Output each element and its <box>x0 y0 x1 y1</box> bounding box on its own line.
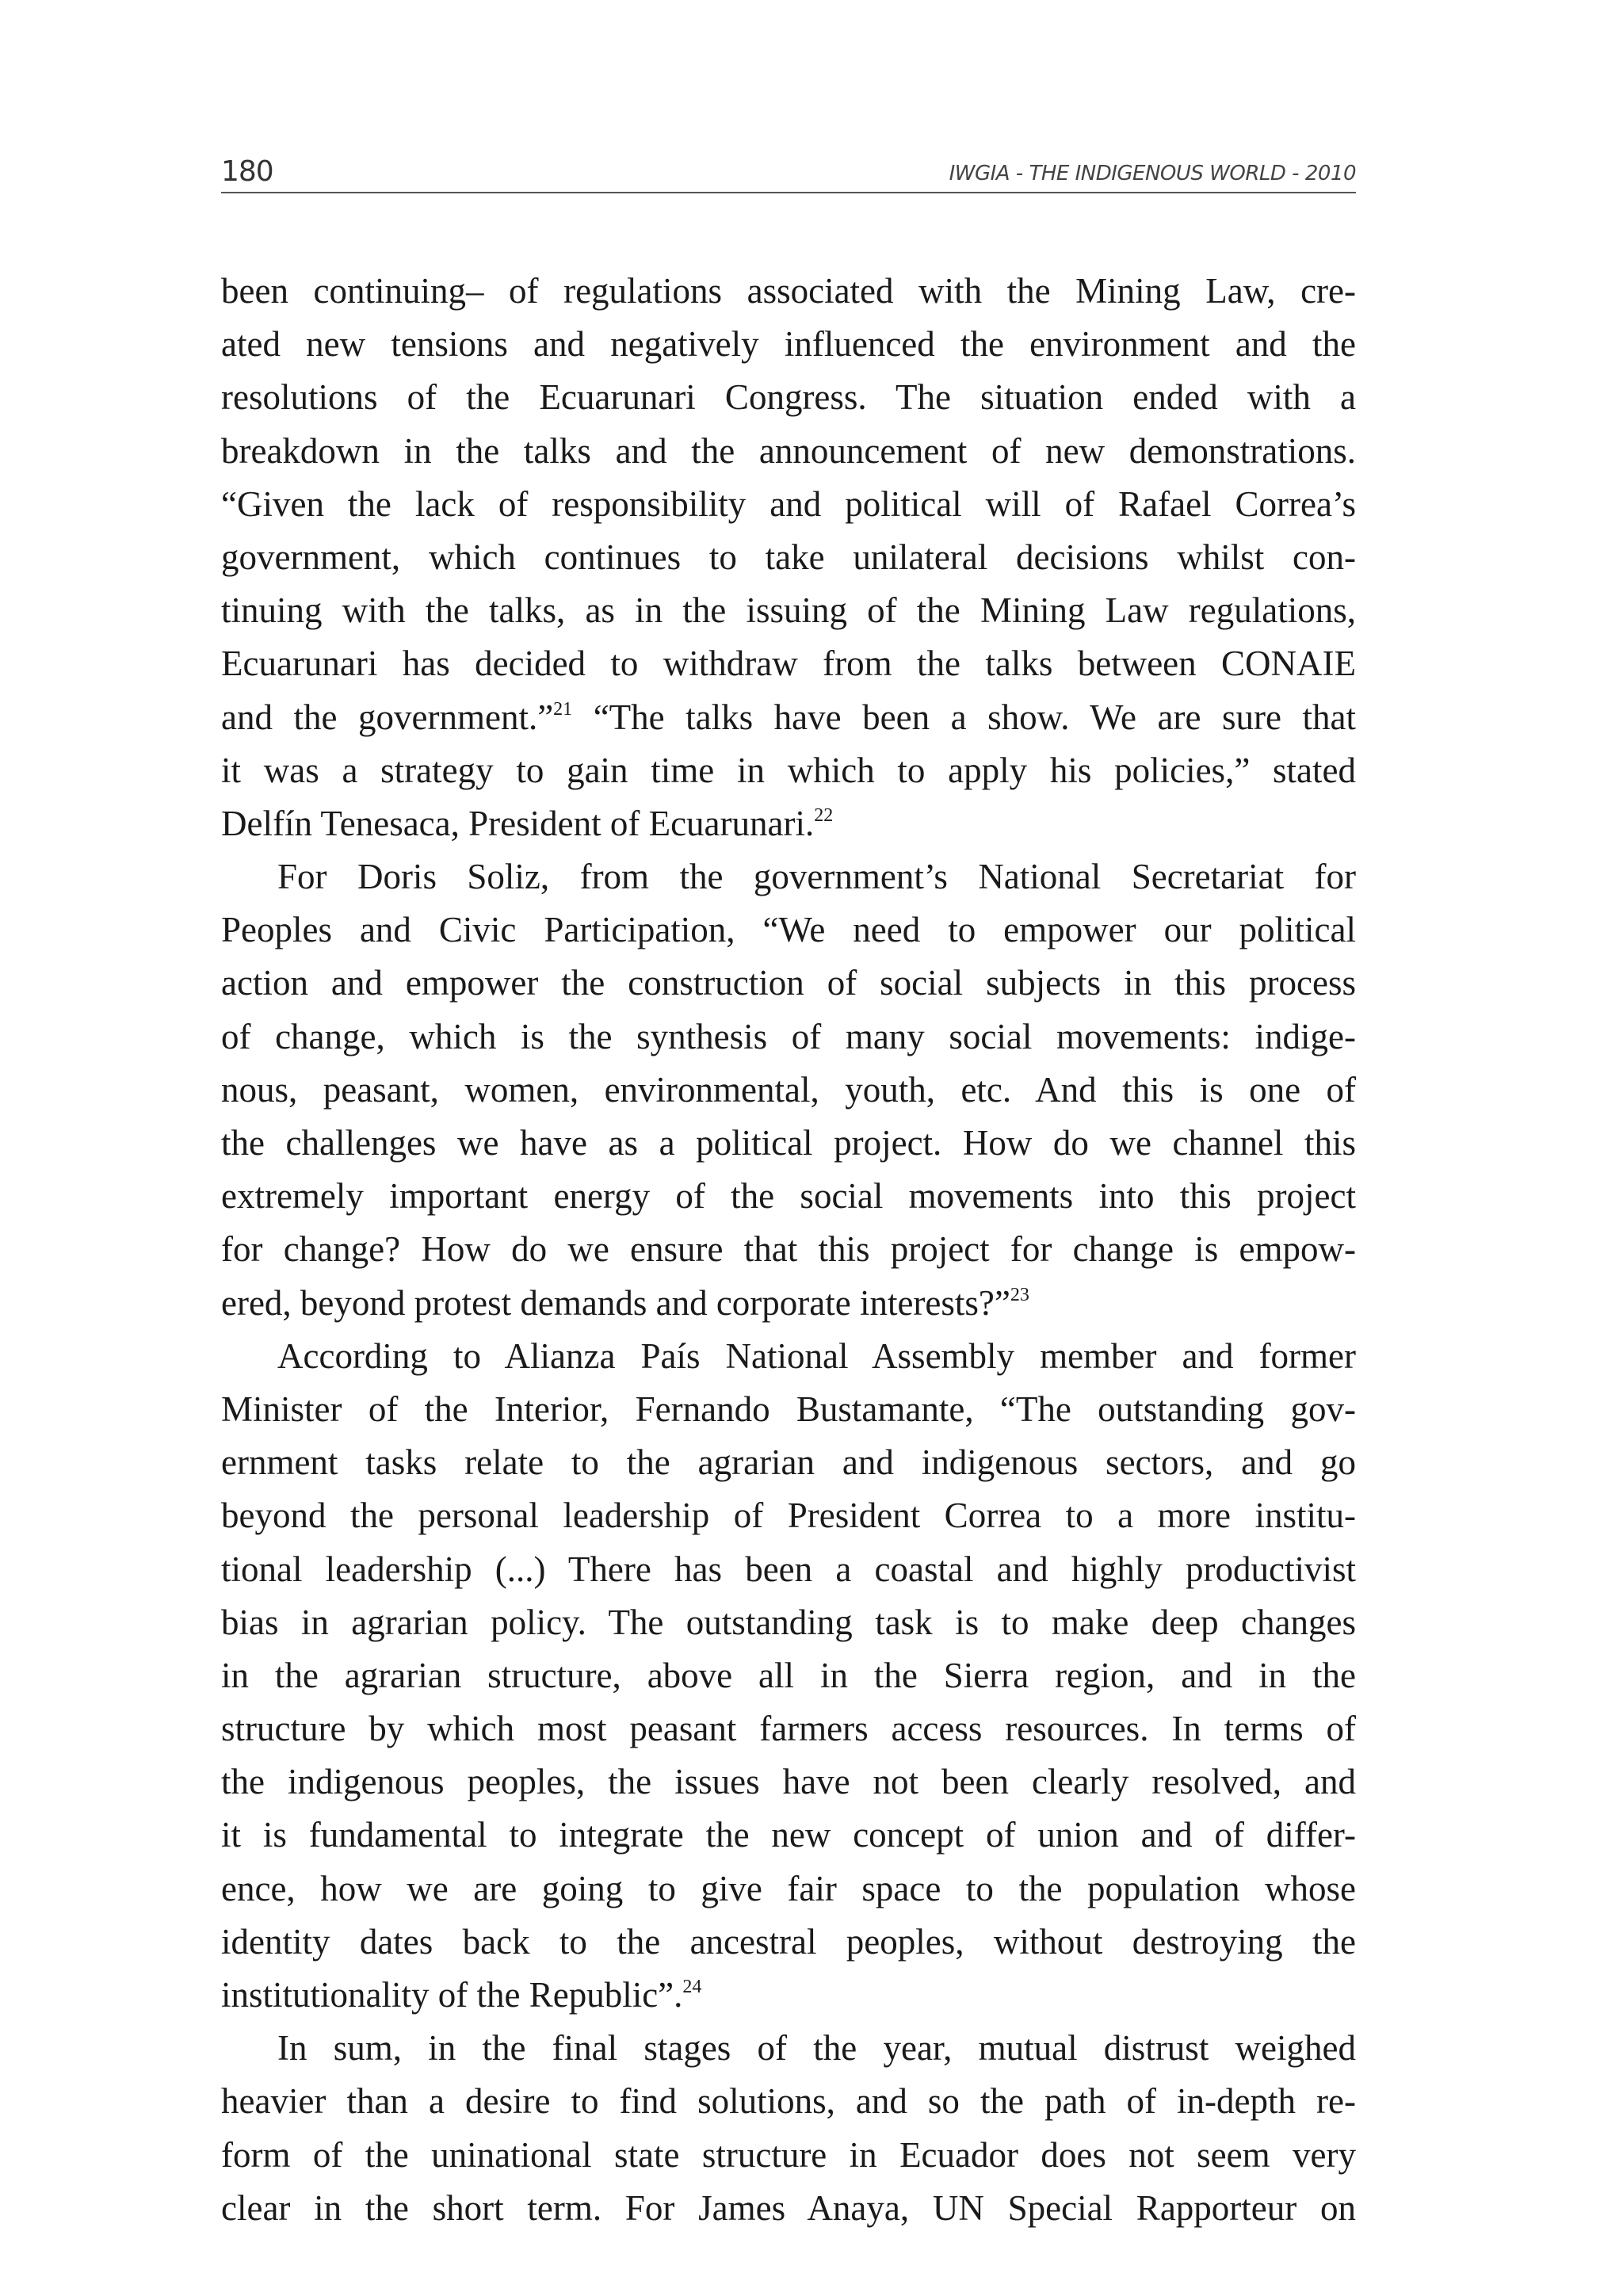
text-line <box>221 1223 1356 1276</box>
paragraph <box>221 1330 1356 2022</box>
text-line <box>221 1277 1356 1330</box>
text-line <box>221 797 1356 850</box>
paragraph <box>221 2022 1356 2235</box>
page-number: 180 <box>221 155 273 188</box>
line-text: ered, beyond protest demands and corporate interests?” <box>221 1282 1010 1323</box>
text-line <box>221 1649 1356 1702</box>
line-text: ated new tensions and negatively influenced the environment and the <box>221 324 1356 365</box>
text-line <box>221 957 1356 1010</box>
text-line <box>221 318 1356 371</box>
line-text: identity dates back to the ancestral peoples, without destroying the <box>221 1921 1356 1962</box>
line-text: it is fundamental to integrate the new concept of union and of differ- <box>221 1815 1356 1855</box>
line-text: “The talks have been a show. We are sure that <box>572 697 1356 737</box>
text-line <box>221 850 1356 904</box>
text-line <box>221 1064 1356 1117</box>
line-text: tinuing with the talks, as in the issuing of the Mining Law regulations, <box>221 590 1356 631</box>
text-line <box>221 1117 1356 1170</box>
line-text: ence, how we are going to give fair space to the population whose <box>221 1868 1356 1908</box>
line-text: beyond the personal leadership of President Correa to a more institu- <box>221 1496 1356 1536</box>
line-text: for change? How do we ensure that this project for change is empow- <box>221 1229 1356 1270</box>
footnote-ref: 21 <box>553 698 573 720</box>
line-text: “Given the lack of responsibility and political will of Rafael Correa’s <box>221 483 1356 524</box>
text-line <box>221 425 1356 478</box>
text-line <box>221 744 1356 797</box>
line-text: government, which continues to take unilateral decisions whilst con- <box>221 537 1356 577</box>
text-line <box>221 1383 1356 1436</box>
line-text: breakdown in the talks and the announcement of new demonstrations. <box>221 430 1356 471</box>
line-text: heavier than a desire to find solutions, and so the path of in-depth re- <box>221 2081 1356 2122</box>
text-line <box>221 2129 1356 2182</box>
line-text: Delfín Tenesaca, President of Ecuarunari. <box>221 803 815 843</box>
text-line <box>221 1596 1356 1649</box>
text-line <box>221 1436 1356 1489</box>
text-line <box>221 2022 1356 2075</box>
body-text <box>221 265 1356 2235</box>
line-text: and the government.” <box>221 697 554 737</box>
text-line <box>221 1969 1356 2022</box>
text-line <box>221 1862 1356 1916</box>
line-text: Minister of the Interior, Fernando Bustamante, “The outstanding gov- <box>221 1389 1356 1429</box>
line-text: action and empower the construction of social subjects in this process <box>221 963 1356 1003</box>
text-line <box>221 2075 1356 2128</box>
text-line <box>221 371 1356 424</box>
text-line <box>221 1543 1356 1596</box>
text-line <box>221 637 1356 690</box>
text-line <box>221 1010 1356 1064</box>
line-text: it was a strategy to gain time in which to apply his policies,” stated <box>221 750 1356 790</box>
line-text: In sum, in the final stages of the year, mutual distrust weighed <box>277 2028 1356 2069</box>
text-line <box>221 1702 1356 1755</box>
text-line <box>221 531 1356 584</box>
line-text: According to Alianza País National Assembly member and former <box>277 1335 1356 1376</box>
line-text: clear in the short term. For James Anaya, UN Special Rapporteur on <box>221 2187 1356 2228</box>
line-text: of change, which is the synthesis of many social movements: indige- <box>221 1016 1356 1056</box>
line-text: extremely important energy of the social movements into this project <box>221 1176 1356 1217</box>
text-line <box>221 1170 1356 1223</box>
line-text: Ecuarunari has decided to withdraw from the talks between CONAIE <box>221 644 1356 684</box>
text-line <box>221 478 1356 531</box>
text-line <box>221 1809 1356 1862</box>
line-text: been continuing– of regulations associated with the Mining Law, cre- <box>221 271 1356 311</box>
text-line <box>221 265 1356 318</box>
running-title: IWGIA - THE INDIGENOUS WORLD - 2010 <box>949 162 1356 185</box>
line-text: bias in agrarian policy. The outstanding task is to make deep changes <box>221 1602 1356 1642</box>
text-line <box>221 1330 1356 1383</box>
text-line <box>221 2182 1356 2235</box>
line-text: institutionality of the Republic”. <box>221 1975 683 2015</box>
line-text: resolutions of the Ecuarunari Congress. The situation ended with a <box>221 377 1356 418</box>
text-line <box>221 584 1356 637</box>
line-text: the indigenous peoples, the issues have not been clearly resolved, and <box>221 1762 1356 1802</box>
page-header <box>221 155 1356 193</box>
footnote-ref: 24 <box>682 1977 702 1997</box>
text-line <box>221 1489 1356 1542</box>
line-text: nous, peasant, women, environmental, youth, etc. And this is one of <box>221 1069 1356 1110</box>
paragraph <box>221 265 1356 850</box>
line-text: the challenges we have as a political project. How do we channel this <box>221 1123 1356 1163</box>
line-text: form of the uninational state structure in Ecuador does not seem very <box>221 2134 1356 2175</box>
line-text: For Doris Soliz, from the government’s National Secretariat for <box>277 857 1356 897</box>
line-text: tional leadership (...) There has been a coastal and highly productivist <box>221 1549 1356 1589</box>
text-line <box>221 1755 1356 1809</box>
line-text: structure by which most peasant farmers access resources. In terms of <box>221 1709 1356 1749</box>
line-text: in the agrarian structure, above all in the Sierra region, and in the <box>221 1655 1356 1695</box>
line-text: ernment tasks relate to the agrarian and indigenous sectors, and go <box>221 1442 1356 1483</box>
text-line <box>221 1916 1356 1969</box>
text-line <box>221 904 1356 957</box>
line-text: Peoples and Civic Participation, “We need to empower our political <box>221 910 1356 950</box>
footnote-ref: 23 <box>1010 1284 1029 1305</box>
paragraph <box>221 850 1356 1330</box>
footnote-ref: 22 <box>814 804 834 826</box>
text-line <box>221 691 1356 744</box>
